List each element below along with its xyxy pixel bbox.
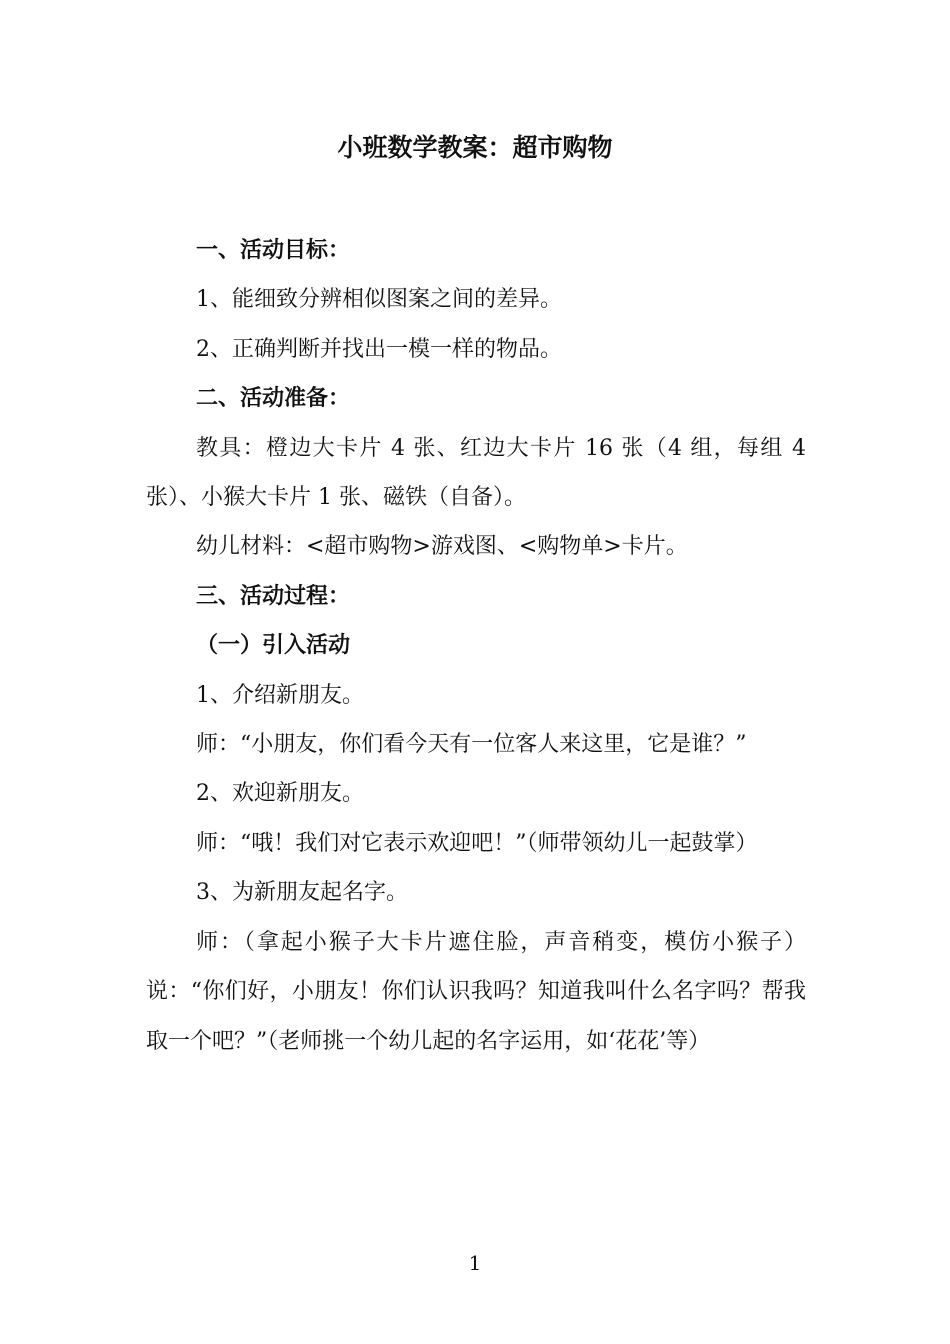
subsection-heading-intro: （一）引入活动 xyxy=(196,633,351,659)
paragraph: 1、介绍新朋友。 xyxy=(196,682,364,708)
document-body xyxy=(146,226,806,1066)
page-number: 1 xyxy=(468,1251,482,1275)
section-heading-goals: 一、活动目标： xyxy=(196,238,351,263)
paragraph: 2、欢迎新朋友。 xyxy=(196,781,364,807)
document-title: 小班数学教案：超市购物 xyxy=(337,133,613,162)
section-heading-process: 三、活动过程： xyxy=(196,583,351,609)
paragraph: 幼儿材料：<超市购物>游戏图、<购物单>卡片。 xyxy=(196,534,688,560)
paragraph: 1、能细致分辨相似图案之间的差异。 xyxy=(196,287,562,313)
paragraph: 教具：橙边大卡片 4 张、红边大卡片 16 张（4 组，每组 4 张）、小猴大卡片 1 张、磁铁（自备）。 xyxy=(146,435,806,511)
paragraph: 师：（拿起小猴子大卡片遮住脸，声音稍变，模仿小猴子）说：“你们好，小朋友！你们认识我吗？知道我叫什么名字吗？帮我取一个吧？”（老师挑一个幼儿起的名字运用，如‘花花’等） xyxy=(146,929,806,1054)
paragraph: 师：“小朋友，你们看今天有一位客人来这里，它是谁？” xyxy=(196,732,747,758)
paragraph: 3、为新朋友起名字。 xyxy=(196,880,408,906)
paragraph: 2、正确判断并找出一模一样的物品。 xyxy=(196,336,562,362)
paragraph: 师：“哦！我们对它表示欢迎吧！”（师带领幼儿一起鼓掌） xyxy=(196,830,758,856)
section-heading-preparation: 二、活动准备： xyxy=(196,386,351,412)
